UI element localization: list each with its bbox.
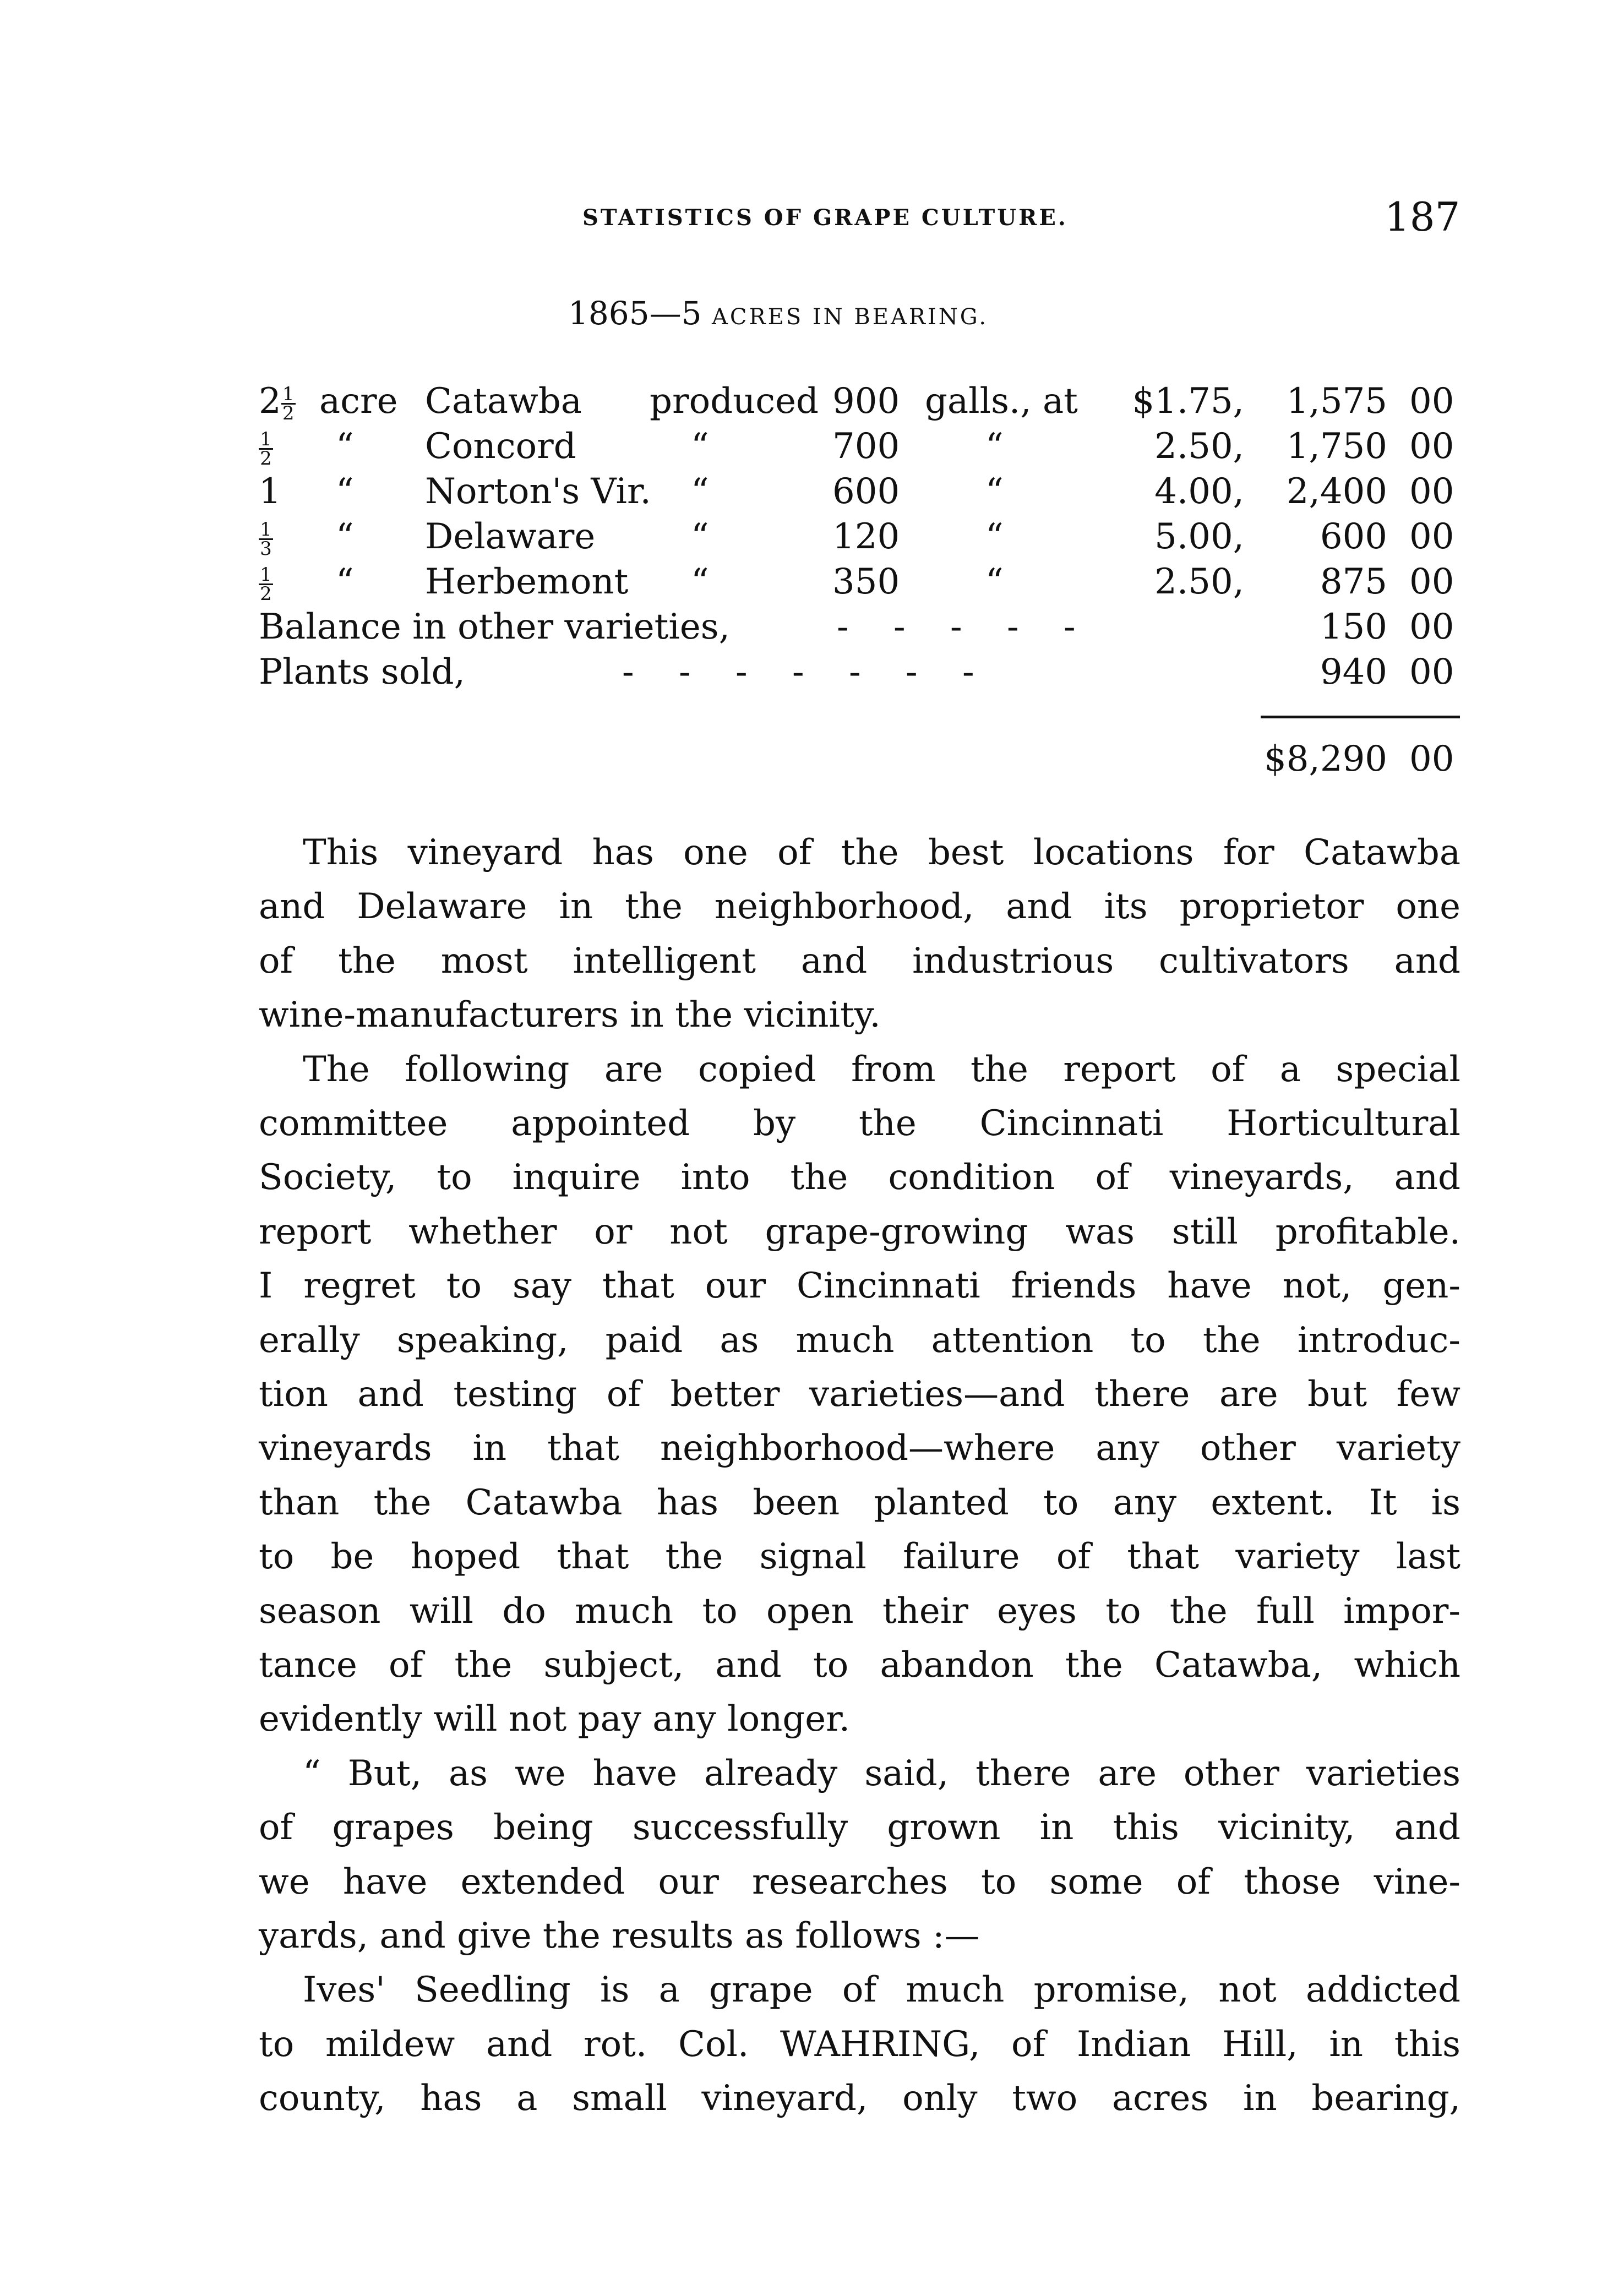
unit-cell: “ — [336, 516, 354, 557]
paragraph-line: county, has a small vineyard, only two acres in bearing, — [259, 2078, 1460, 2119]
unit-cell: acre — [319, 381, 398, 422]
price-cell: 5.00, — [1154, 516, 1244, 557]
acreage-cell — [259, 514, 273, 559]
page-number: 187 — [1385, 194, 1460, 240]
total-dollars: $8,290 — [1264, 739, 1387, 779]
amount-cents-cell: 00 — [1409, 561, 1454, 602]
acreage-cell — [259, 424, 273, 469]
variety-cell: Catawba — [425, 381, 582, 422]
unit2-cell: “ — [985, 426, 1004, 467]
quantity-cell: 900 — [832, 381, 900, 422]
paragraph-line: tance of the subject, and to abandon the Catawba, which — [259, 1645, 1460, 1686]
paragraph-line: The following are copied from the report of a special — [303, 1049, 1460, 1090]
paragraph-line: of the most intelligent and industrious cultivators and — [259, 940, 1460, 981]
variety-cell: Norton's Vir. — [425, 471, 651, 512]
fraction-numerator: 1 — [282, 383, 295, 405]
ditto-cell: produced — [650, 381, 819, 422]
subtitle-text: ACRES IN BEARING. — [711, 304, 989, 330]
paragraph-line: season will do much to open their eyes to the full impor- — [259, 1590, 1460, 1632]
ditto-cell: “ — [691, 516, 709, 557]
fraction-numerator: 1 — [260, 519, 272, 541]
unit-cell: “ — [336, 471, 354, 512]
ditto-cell: “ — [691, 426, 709, 467]
leader-dots: - - - - - - - — [622, 652, 974, 692]
amount-dollars-cell: 2,400 — [1286, 471, 1387, 512]
paragraph-line: tion and testing of better varieties—and there are but few — [259, 1374, 1460, 1415]
quantity-cell: 700 — [832, 426, 900, 467]
total-rule — [1261, 716, 1460, 718]
acreage-fraction — [281, 385, 296, 422]
amount-dollars-cell: 940 — [1320, 652, 1387, 692]
paragraph-line: Ives' Seedling is a grape of much promise, not addicted — [303, 1970, 1460, 2011]
fraction-numerator: 1 — [260, 428, 272, 450]
table-subtitle — [568, 295, 988, 332]
paragraph-line: we have extended our researches to some of those vine- — [259, 1861, 1460, 1902]
amount-cents-cell: 00 — [1409, 652, 1454, 692]
fraction-denominator: 2 — [260, 583, 272, 605]
paragraph-line: This vineyard has one of the best locations for Catawba — [303, 832, 1460, 873]
fraction-denominator: 2 — [282, 402, 295, 424]
fraction-denominator: 3 — [260, 538, 272, 560]
amount-cents-cell: 00 — [1409, 381, 1454, 422]
amount-dollars-cell: 600 — [1320, 516, 1387, 557]
amount-cents-cell: 00 — [1409, 426, 1454, 467]
acreage-fraction — [259, 428, 273, 470]
acreage-fraction — [259, 566, 273, 603]
unit2-cell: galls., at — [925, 381, 1078, 422]
unit-cell: “ — [336, 561, 354, 602]
paragraph-line: yards, and give the results as follows :— — [259, 1916, 980, 1956]
running-title: STATISTICS OF GRAPE CULTURE. — [582, 205, 1068, 231]
paragraph-line: than the Catawba has been planted to any extent. It is — [259, 1482, 1460, 1523]
total-cents: 00 — [1409, 739, 1454, 779]
amount-cents-cell: 00 — [1409, 471, 1454, 512]
paragraph-line: to be hoped that the signal failure of that variety last — [259, 1536, 1460, 1578]
ditto-cell: “ — [691, 561, 709, 602]
fraction-numerator: 1 — [260, 564, 272, 586]
subtitle-year: 1865—5 — [568, 295, 702, 332]
variety-cell: Concord — [425, 426, 576, 467]
quantity-cell: 350 — [832, 561, 900, 602]
quantity-cell: 120 — [832, 516, 900, 557]
paragraph-line: to mildew and rot. Col. WAHRING, of Indian Hill, in this — [259, 2024, 1460, 2065]
unit2-cell: “ — [985, 561, 1004, 602]
paragraph-line: erally speaking, paid as much attention to the introduc- — [259, 1319, 1460, 1361]
amount-cents-cell: 00 — [1409, 607, 1454, 647]
paragraph-line: “ But, as we have already said, there are other varieties — [303, 1753, 1460, 1794]
price-cell: $1.75, — [1132, 381, 1244, 422]
paragraph-line: and Delaware in the neighborhood, and its proprietor one — [259, 886, 1460, 928]
amount-cents-cell: 00 — [1409, 516, 1454, 557]
price-cell: 4.00, — [1154, 471, 1244, 512]
amount-dollars-cell: 1,750 — [1286, 426, 1387, 467]
unit2-cell: “ — [985, 516, 1004, 557]
variety-cell: Delaware — [425, 516, 596, 557]
acreage-cell — [259, 559, 273, 604]
amount-dollars-cell: 150 — [1320, 607, 1387, 647]
paragraph-line: wine-manufacturers in the vicinity. — [259, 995, 881, 1036]
other-label-cell: Plants sold, — [259, 652, 465, 692]
variety-cell: Herbemont — [425, 561, 629, 602]
paragraph-line: committee appointed by the Cincinnati Horticultural — [259, 1103, 1460, 1144]
acreage-cell — [259, 469, 281, 514]
paragraph-line: I regret to say that our Cincinnati friends have not, gen- — [259, 1266, 1460, 1307]
unit2-cell: “ — [985, 471, 1004, 512]
acreage-cell — [259, 379, 296, 424]
paragraph-line: vineyards in that neighborhood—where any other variety — [259, 1428, 1460, 1469]
amount-dollars-cell: 875 — [1320, 561, 1387, 602]
paragraph-line: evidently will not pay any longer. — [259, 1699, 851, 1740]
acreage-fraction — [259, 521, 273, 558]
acreage-whole: 2 — [259, 381, 281, 422]
price-cell: 2.50, — [1154, 426, 1244, 467]
unit-cell: “ — [336, 426, 354, 467]
price-cell: 2.50, — [1154, 561, 1244, 602]
ditto-cell: “ — [691, 471, 709, 512]
acreage-whole: 1 — [259, 471, 281, 512]
fraction-denominator: 2 — [260, 448, 272, 470]
leader-dots: - - - - - — [837, 607, 1076, 647]
quantity-cell: 600 — [832, 471, 900, 512]
other-label-cell: Balance in other varieties, — [259, 607, 730, 647]
paragraph-line: report whether or not grape-growing was still profitable. — [259, 1211, 1460, 1252]
amount-dollars-cell: 1,575 — [1286, 381, 1387, 422]
paragraph-line: of grapes being successfully grown in this vicinity, and — [259, 1807, 1460, 1848]
paragraph-line: Society, to inquire into the condition of vineyards, and — [259, 1157, 1460, 1198]
